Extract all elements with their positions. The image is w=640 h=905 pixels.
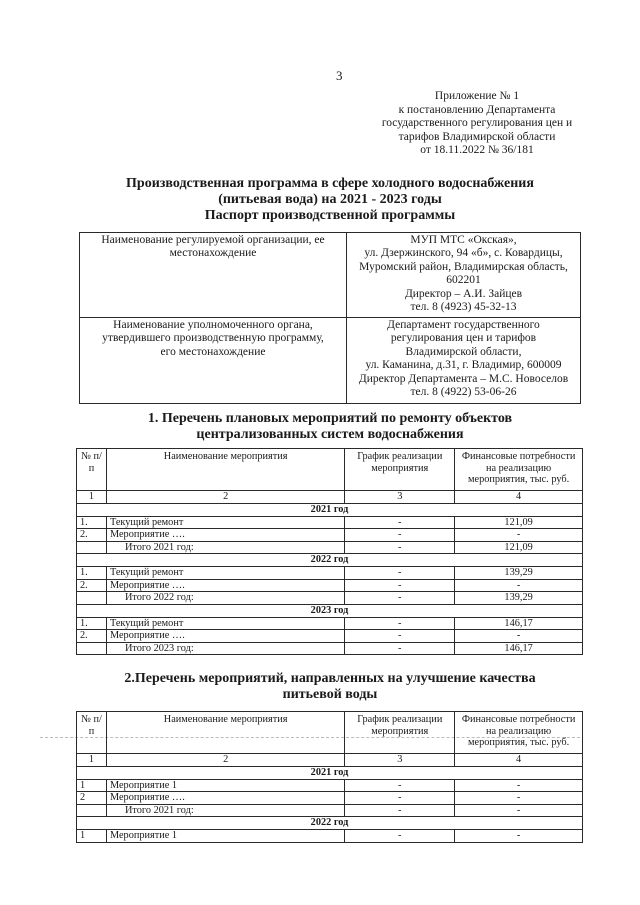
value-line: 602201	[446, 274, 481, 287]
row-schedule: -	[345, 630, 455, 643]
appendix-line: Приложение № 1	[434, 90, 520, 102]
table-row	[77, 529, 583, 542]
row-name: Мероприятие ….	[106, 630, 344, 643]
appendix-line: тарифов Владимирской области	[398, 130, 556, 143]
total-row	[77, 804, 583, 817]
table-row	[77, 630, 583, 643]
section-title-line: питьевой воды	[282, 687, 378, 702]
table-row	[77, 779, 583, 792]
year-label: 2022 год	[77, 554, 583, 567]
value-line: тел. 8 (4922) 53-06-26	[410, 386, 517, 399]
year-label: 2022 год	[77, 817, 583, 830]
value-line: регулирования цен и тарифов	[390, 332, 537, 345]
appendix-line: от 18.11.2022 № 36/181	[420, 144, 534, 157]
total-schedule: -	[345, 804, 455, 817]
table-header-row	[77, 712, 583, 754]
row-number	[77, 541, 107, 554]
row-finance: -	[455, 630, 583, 643]
title-line: (питьевая вода) на 2021 - 2023 годы	[218, 192, 442, 207]
value-line: ул. Каманина, д.31, г. Владимир, 600009	[365, 359, 562, 372]
label-line: утвердившего производственную программу,	[102, 332, 324, 345]
passport-table	[79, 232, 581, 404]
section-title-line: централизованных систем водоснабжения	[196, 427, 464, 442]
total-schedule: -	[345, 541, 455, 554]
year-label: 2021 год	[77, 503, 583, 516]
header-schedule: График реализации мероприятия	[345, 712, 455, 754]
repair-plan-table	[76, 448, 583, 655]
table-row	[77, 516, 583, 529]
column-number: 1	[77, 754, 107, 767]
row-schedule: -	[345, 779, 455, 792]
water-quality-table	[76, 711, 583, 843]
column-number: 3	[345, 491, 455, 504]
total-label: Итого 2023 год:	[106, 642, 344, 655]
row-schedule: -	[345, 579, 455, 592]
value-line: тел. 8 (4923) 45-32-13	[410, 301, 517, 314]
total-finance: 139,29	[455, 592, 583, 605]
passport-label	[80, 318, 347, 404]
header-number: № п/п	[77, 449, 107, 491]
row-schedule: -	[345, 617, 455, 630]
table-row	[77, 579, 583, 592]
passport-row-organization	[80, 233, 581, 318]
column-number: 4	[455, 754, 583, 767]
section-title-line: 2.Перечень мероприятий, направленных на улучшение качества	[124, 671, 536, 686]
table-header-row	[77, 449, 583, 491]
column-number: 1	[77, 491, 107, 504]
row-number	[77, 804, 107, 817]
row-finance: -	[455, 792, 583, 805]
row-number: 1	[77, 830, 107, 843]
row-schedule: -	[345, 529, 455, 542]
row-finance: -	[455, 579, 583, 592]
appendix-line: государственного регулирования цен и	[381, 117, 573, 130]
value-line: ул. Дзержинского, 94 «б», с. Ковардицы,	[364, 247, 563, 260]
table-row	[77, 567, 583, 580]
label-line: Наименование регулируемой организации, ее	[101, 234, 325, 246]
row-name: Текущий ремонт	[106, 617, 344, 630]
total-row	[77, 642, 583, 655]
table-row	[77, 792, 583, 805]
year-label: 2023 год	[77, 604, 583, 617]
total-label: Итого 2022 год:	[106, 592, 344, 605]
appendix-header	[372, 90, 582, 158]
row-name: Мероприятие 1	[106, 779, 344, 792]
row-number: 1.	[77, 617, 107, 630]
label-line: его местонахождение	[160, 345, 266, 358]
label-line: Наименование уполномоченного органа,	[113, 319, 313, 331]
row-finance: 146,17	[455, 617, 583, 630]
row-schedule: -	[345, 792, 455, 805]
header-name: Наименование мероприятия	[106, 712, 344, 754]
row-number: 2.	[77, 579, 107, 592]
year-row-2022	[77, 817, 583, 830]
document-title	[60, 176, 600, 224]
year-row-2022	[77, 554, 583, 567]
year-label: 2021 год	[77, 766, 583, 779]
value-line: МУП МТС «Окская»,	[410, 234, 517, 246]
value-line: Директор Департамента – М.С. Новоселов	[358, 372, 569, 385]
total-row	[77, 592, 583, 605]
row-finance: -	[455, 830, 583, 843]
passport-title: Паспорт производственной программы	[204, 208, 456, 223]
column-number: 4	[455, 491, 583, 504]
value-line: Директор – А.И. Зайцев	[404, 287, 523, 300]
row-name: Текущий ремонт	[106, 516, 344, 529]
passport-value	[347, 233, 581, 318]
row-number: 1.	[77, 516, 107, 529]
value-line: Владимирской области,	[405, 345, 522, 358]
row-number: 1.	[77, 567, 107, 580]
section-title-line: 1. Перечень плановых мероприятий по ремонту объектов	[147, 411, 513, 426]
row-name: Мероприятие 1	[106, 830, 344, 843]
table-row	[77, 830, 583, 843]
header-name: Наименование мероприятия	[106, 449, 344, 491]
total-label: Итого 2021 год:	[106, 804, 344, 817]
row-name: Мероприятие ….	[106, 792, 344, 805]
title-line: Производственная программа в сфере холодного водоснабжения	[126, 176, 534, 191]
year-row-2021	[77, 503, 583, 516]
header-finance: Финансовые потребности на реализацию мероприятия, тыс. руб.	[455, 449, 583, 491]
column-numbers-row	[77, 491, 583, 504]
year-row-2021	[77, 766, 583, 779]
row-schedule: -	[345, 830, 455, 843]
total-label: Итого 2021 год:	[106, 541, 344, 554]
row-finance: 139,29	[455, 567, 583, 580]
row-number: 2.	[77, 630, 107, 643]
year-row-2023	[77, 604, 583, 617]
total-schedule: -	[345, 592, 455, 605]
column-number: 2	[106, 491, 344, 504]
header-schedule: График реализации мероприятия	[345, 449, 455, 491]
value-line: Департамент государственного	[387, 319, 540, 331]
row-number: 1	[77, 779, 107, 792]
passport-value	[347, 318, 581, 404]
column-number: 3	[345, 754, 455, 767]
passport-label	[80, 233, 347, 318]
section-1-title	[60, 411, 600, 443]
total-row	[77, 541, 583, 554]
row-name: Текущий ремонт	[106, 567, 344, 580]
total-finance: 146,17	[455, 642, 583, 655]
section-2-title	[60, 671, 600, 703]
row-number: 2.	[77, 529, 107, 542]
row-name: Мероприятие ….	[106, 529, 344, 542]
row-finance: -	[455, 529, 583, 542]
row-number: 2	[77, 792, 107, 805]
column-numbers-row	[77, 754, 583, 767]
header-number: № п/п	[77, 712, 107, 754]
label-line: местонахождение	[169, 247, 257, 260]
passport-row-authority	[80, 318, 581, 404]
row-schedule: -	[345, 567, 455, 580]
header-finance: Финансовые потребности на реализацию мероприятия, тыс. руб.	[455, 712, 583, 754]
table-row	[77, 617, 583, 630]
total-finance: 121,09	[455, 541, 583, 554]
value-line: Муромский район, Владимирская область,	[359, 260, 568, 273]
total-schedule: -	[345, 642, 455, 655]
page-number: 3	[336, 68, 343, 83]
row-number	[77, 642, 107, 655]
row-name: Мероприятие ….	[106, 579, 344, 592]
total-finance: -	[455, 804, 583, 817]
row-finance: -	[455, 779, 583, 792]
row-schedule: -	[345, 516, 455, 529]
row-finance: 121,09	[455, 516, 583, 529]
appendix-line: к постановлению Департамента	[398, 103, 556, 116]
column-number: 2	[106, 754, 344, 767]
row-number	[77, 592, 107, 605]
